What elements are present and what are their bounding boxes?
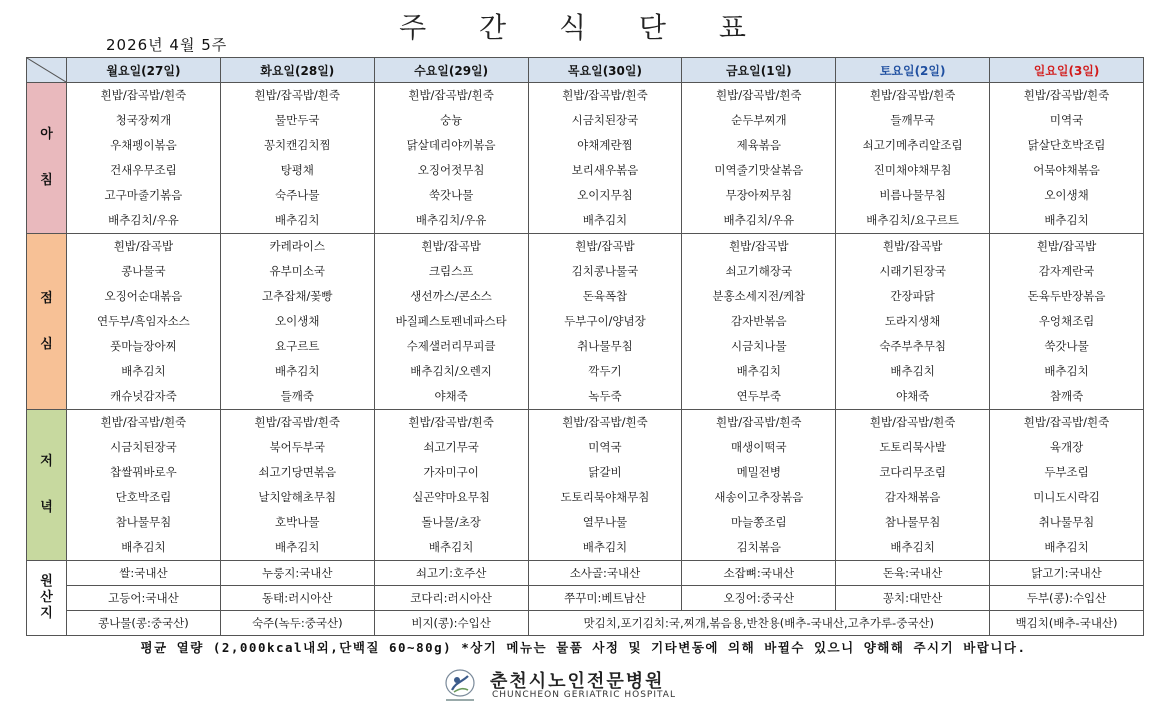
menu-item: 비름나물무침 bbox=[879, 188, 946, 202]
menu-item: 흰밥/잡곡밥/흰죽 bbox=[100, 88, 187, 102]
menu-item: 매생이떡국 bbox=[731, 440, 787, 454]
day-header-sat: 토요일(2일) bbox=[836, 58, 990, 83]
menu-item: 김치볶음 bbox=[736, 540, 782, 554]
origin-cell: 누룽지:국내산 bbox=[220, 561, 374, 586]
menu-item: 호박나물 bbox=[275, 515, 320, 529]
menu-item: 배추김치 bbox=[121, 540, 166, 554]
menu-cell-dinner-day1 bbox=[220, 410, 374, 561]
menu-item: 감자채볶음 bbox=[884, 490, 941, 504]
menu-item: 분홍소세지전/케찹 bbox=[712, 289, 806, 303]
menu-item: 흰밥/잡곡밥/흰죽 bbox=[408, 415, 494, 429]
menu-item: 닭갈비 bbox=[588, 465, 622, 479]
origin-cell: 비지(콩):수입산 bbox=[374, 611, 528, 636]
day-header-row bbox=[27, 58, 1144, 83]
menu-item: 닭살데리야끼볶음 bbox=[406, 138, 496, 152]
menu-cell-breakfast-day5 bbox=[836, 83, 990, 234]
menu-item: 건새우무조림 bbox=[110, 163, 177, 177]
menu-item: 흰밥/잡곡밥/흰죽 bbox=[254, 88, 341, 102]
menu-item: 야채죽 bbox=[434, 389, 468, 403]
menu-item: 고구마줄기볶음 bbox=[104, 188, 183, 202]
menu-item: 야채죽 bbox=[895, 389, 930, 403]
origin-row bbox=[27, 586, 1144, 611]
menu-item: 실곤약마요무침 bbox=[412, 490, 490, 504]
menu-item: 순두부찌개 bbox=[731, 113, 787, 127]
meal-label-char: 점 bbox=[40, 290, 53, 306]
menu-cell-breakfast-day1 bbox=[220, 83, 374, 234]
hospital-logo-icon bbox=[440, 668, 480, 704]
origin-cell: 두부(콩):수입산 bbox=[990, 586, 1144, 611]
menu-cell-lunch-day1 bbox=[220, 234, 374, 410]
origin-label-char: 산 bbox=[40, 590, 53, 605]
day-header-mon: 월요일(27일) bbox=[67, 58, 221, 83]
menu-item: 시래기된장국 bbox=[879, 264, 946, 278]
menu-item: 크림스프 bbox=[428, 264, 474, 278]
menu-item: 흰밥/잡곡밥/흰죽 bbox=[562, 88, 648, 102]
menu-item: 물만두국 bbox=[275, 113, 320, 127]
menu-item: 돌나물/초장 bbox=[421, 515, 481, 529]
menu-item: 도라지생채 bbox=[884, 314, 941, 328]
meal-label-char: 심 bbox=[40, 336, 53, 352]
menu-cell-dinner-day4 bbox=[682, 410, 836, 561]
menu-cell-lunch-day0 bbox=[67, 234, 221, 410]
menu-item: 야채계란찜 bbox=[577, 138, 633, 152]
hospital-name-en: CHUNCHEON GERIATRIC HOSPITAL bbox=[492, 690, 676, 700]
meal-row-breakfast bbox=[27, 83, 1144, 234]
menu-item: 돈육폭찹 bbox=[582, 289, 628, 303]
menu-item: 흰밥/잡곡밥/흰죽 bbox=[1023, 415, 1110, 429]
menu-item: 미역국 bbox=[588, 440, 622, 454]
origin-cell: 쭈꾸미:베트남산 bbox=[528, 586, 682, 611]
menu-item: 배추김치 bbox=[428, 540, 474, 554]
menu-item: 메밀전병 bbox=[736, 465, 782, 479]
menu-item: 배추김치 bbox=[582, 213, 628, 227]
menu-item: 쇠고기메추리알조림 bbox=[862, 138, 963, 152]
menu-item: 취나물무침 bbox=[1038, 515, 1095, 529]
menu-cell-dinner-day2 bbox=[374, 410, 528, 561]
menu-item: 흰밥/잡곡밥 bbox=[1036, 239, 1097, 253]
origin-cell: 맛김치,포기김치:국,찌개,볶음용,반찬용(배추-국내산,고추가루-중국산) bbox=[528, 611, 990, 636]
menu-item: 배추김치/오렌지 bbox=[410, 364, 492, 378]
day-header-sun: 일요일(3일) bbox=[990, 58, 1144, 83]
menu-item: 쇠고기당면볶음 bbox=[258, 465, 337, 479]
origin-cell: 동태:러시아산 bbox=[220, 586, 374, 611]
menu-item: 흰밥/잡곡밥 bbox=[882, 239, 943, 253]
corner-cell bbox=[27, 58, 67, 83]
meal-label-char: 저 bbox=[40, 454, 53, 469]
menu-item: 탕평채 bbox=[280, 163, 314, 177]
menu-item: 녹두죽 bbox=[588, 389, 622, 403]
meal-label-breakfast bbox=[27, 83, 67, 234]
menu-item: 배추김치 bbox=[275, 364, 320, 378]
menu-item: 배추김치 bbox=[890, 364, 935, 378]
origin-cell: 쌀:국내산 bbox=[67, 561, 221, 586]
menu-item: 진미채야채무침 bbox=[873, 163, 952, 177]
menu-item: 숭늉 bbox=[440, 113, 463, 127]
meal-label-char: 침 bbox=[40, 173, 53, 188]
menu-item: 배추김치 bbox=[275, 540, 320, 554]
day-header-tue: 화요일(28일) bbox=[220, 58, 374, 83]
menu-cell-lunch-day4 bbox=[682, 234, 836, 410]
menu-item: 흰밥/잡곡밥/흰죽 bbox=[869, 415, 956, 429]
menu-week-date: 2026년 4월 5주 bbox=[106, 36, 228, 54]
menu-item: 숙주나물 bbox=[275, 188, 320, 202]
menu-item: 흰밥/잡곡밥/흰죽 bbox=[716, 88, 802, 102]
menu-item: 풋마늘장아찌 bbox=[110, 339, 177, 353]
hospital-name: 춘천시노인전문병원 bbox=[490, 671, 665, 692]
menu-cell-breakfast-day0 bbox=[67, 83, 221, 234]
menu-item: 우엉채조림 bbox=[1038, 314, 1095, 328]
menu-item: 흰밥/잡곡밥 bbox=[113, 239, 174, 253]
menu-item: 배추김치 bbox=[121, 364, 166, 378]
menu-cell-breakfast-day3 bbox=[528, 83, 682, 234]
meal-label-char: 아 bbox=[40, 127, 53, 142]
meal-row-lunch bbox=[27, 234, 1144, 410]
menu-item: 흰밥/잡곡밥 bbox=[729, 239, 789, 253]
menu-item: 청국장찌개 bbox=[115, 113, 172, 127]
menu-item: 배추김치 bbox=[1044, 364, 1089, 378]
menu-item: 미니도시락김 bbox=[1033, 490, 1100, 504]
meal-label-char: 녁 bbox=[40, 500, 53, 515]
menu-item: 흰밥/잡곡밥/흰죽 bbox=[254, 415, 341, 429]
menu-item: 흰밥/잡곡밥 bbox=[421, 239, 481, 253]
page-title: 주 간 식 단 표 bbox=[399, 11, 768, 44]
meal-row-dinner bbox=[27, 410, 1144, 561]
day-header-fri: 금요일(1일) bbox=[682, 58, 836, 83]
meal-label-dinner bbox=[27, 410, 67, 561]
menu-item: 날치알해초무침 bbox=[258, 490, 337, 504]
menu-item: 우채펭이볶음 bbox=[110, 138, 177, 152]
menu-item: 배추김치 bbox=[582, 540, 628, 554]
menu-item: 배추김치/우유 bbox=[108, 213, 179, 227]
menu-item: 흰밥/잡곡밥 bbox=[575, 239, 635, 253]
origin-cell: 숙주(녹두:중국산) bbox=[220, 611, 374, 636]
menu-item: 유부미소국 bbox=[269, 264, 326, 278]
menu-item: 쇠고기무국 bbox=[423, 440, 479, 454]
menu-item: 감자반볶음 bbox=[731, 314, 787, 328]
menu-item: 깍두기 bbox=[588, 364, 622, 378]
menu-item: 미역줄기맛살볶음 bbox=[714, 163, 804, 177]
origin-row bbox=[27, 611, 1144, 636]
origin-cell: 고등어:국내산 bbox=[67, 586, 221, 611]
origin-cell: 오징어:중국산 bbox=[682, 586, 836, 611]
meal-label-lunch bbox=[27, 234, 67, 410]
origin-cell: 꽁치:대만산 bbox=[836, 586, 990, 611]
menu-item: 배추김치 bbox=[890, 540, 935, 554]
menu-item: 배추김치 bbox=[1044, 540, 1089, 554]
menu-item: 코다리무조림 bbox=[879, 465, 946, 479]
footer-note: 평균 열량 (2,000kcal내외,단백질 60~80g) *상기 메뉴는 물품 사정 및 기타변동에 의해 바뀔수 있으니 양해해 주시기 바랍니다. bbox=[140, 640, 1027, 655]
menu-cell-dinner-day3 bbox=[528, 410, 682, 561]
menu-item: 참깨죽 bbox=[1049, 389, 1084, 403]
menu-item: 마늘쫑조림 bbox=[731, 515, 787, 529]
menu-item: 시금치된장국 bbox=[110, 440, 177, 454]
menu-item: 생선까스/콘소스 bbox=[410, 289, 492, 303]
menu-item: 배추김치/우유 bbox=[723, 213, 795, 227]
origin-row bbox=[27, 561, 1144, 586]
menu-item: 두부조림 bbox=[1044, 465, 1089, 479]
menu-item: 흰밥/잡곡밥/흰죽 bbox=[100, 415, 187, 429]
menu-item: 오징어젓무침 bbox=[417, 163, 485, 177]
menu-cell-lunch-day6 bbox=[990, 234, 1144, 410]
menu-cell-breakfast-day6 bbox=[990, 83, 1144, 234]
weekly-menu-table bbox=[26, 57, 1144, 636]
day-header-thu: 목요일(30일) bbox=[528, 58, 682, 83]
menu-item: 꽁치캔김치찜 bbox=[263, 138, 331, 152]
menu-cell-dinner-day0 bbox=[67, 410, 221, 561]
menu-item: 참나물무침 bbox=[115, 515, 172, 529]
origin-cell: 소잡뼈:국내산 bbox=[682, 561, 836, 586]
menu-item: 카레라이스 bbox=[269, 239, 326, 253]
menu-item: 콩나물국 bbox=[121, 264, 166, 278]
menu-item: 감자계란국 bbox=[1038, 264, 1095, 278]
menu-item: 도토리묵야채무침 bbox=[560, 490, 650, 504]
menu-item: 배추김치 bbox=[275, 213, 320, 227]
menu-item: 배추김치/우유 bbox=[415, 213, 487, 227]
menu-item: 육개장 bbox=[1049, 440, 1084, 454]
menu-item: 시금치나물 bbox=[731, 339, 787, 353]
menu-item: 오이생채 bbox=[275, 314, 320, 328]
menu-item: 들깨죽 bbox=[280, 389, 314, 403]
menu-item: 도토리묵사발 bbox=[879, 440, 946, 454]
menu-item: 캐슈넛감자죽 bbox=[110, 389, 177, 403]
menu-cell-lunch-day5 bbox=[836, 234, 990, 410]
menu-item: 오징어순대볶음 bbox=[104, 289, 183, 303]
menu-item: 배추김치/요구르트 bbox=[866, 213, 960, 227]
menu-item: 흰밥/잡곡밥/흰죽 bbox=[408, 88, 494, 102]
origin-label bbox=[27, 561, 67, 636]
menu-item: 바질페스토펜네파스타 bbox=[395, 314, 507, 328]
menu-item: 닭살단호박조림 bbox=[1027, 138, 1106, 152]
menu-cell-lunch-day3 bbox=[528, 234, 682, 410]
menu-item: 시금치된장국 bbox=[571, 113, 639, 127]
menu-item: 간장파닭 bbox=[890, 289, 935, 303]
menu-item: 두부구이/양념장 bbox=[564, 314, 646, 328]
menu-item: 어묵야채볶음 bbox=[1033, 163, 1100, 177]
menu-item: 배추김치 bbox=[1044, 213, 1089, 227]
menu-item: 숙주부추무침 bbox=[879, 339, 946, 353]
menu-item: 무장아찌무침 bbox=[725, 188, 793, 202]
menu-item: 흰밥/잡곡밥/흰죽 bbox=[869, 88, 956, 102]
menu-cell-lunch-day2 bbox=[374, 234, 528, 410]
menu-item: 쇠고기해장국 bbox=[725, 264, 793, 278]
menu-item: 보리새우볶음 bbox=[571, 163, 639, 177]
menu-item: 가자미구이 bbox=[423, 465, 479, 479]
origin-cell: 코다리:러시아산 bbox=[374, 586, 528, 611]
origin-label-char: 원 bbox=[40, 574, 53, 589]
day-header-wed: 수요일(29일) bbox=[374, 58, 528, 83]
menu-item: 수제샐러리무피클 bbox=[406, 339, 496, 353]
origin-cell: 백김치(배추-국내산) bbox=[990, 611, 1144, 636]
menu-item: 쑥갓나물 bbox=[428, 188, 474, 202]
menu-item: 쑥갓나물 bbox=[1044, 339, 1089, 353]
menu-item: 오이생채 bbox=[1044, 188, 1089, 202]
menu-item: 찹쌀꿔바로우 bbox=[110, 465, 177, 479]
menu-item: 참나물무침 bbox=[884, 515, 941, 529]
menu-item: 제육볶음 bbox=[736, 138, 782, 152]
menu-item: 요구르트 bbox=[275, 339, 320, 353]
origin-cell: 닭고기:국내산 bbox=[990, 561, 1144, 586]
menu-cell-dinner-day6 bbox=[990, 410, 1144, 561]
menu-item: 연두부죽 bbox=[736, 389, 782, 403]
menu-item: 오이지무침 bbox=[577, 188, 633, 202]
menu-item: 미역국 bbox=[1049, 113, 1084, 127]
menu-item: 김치콩나물국 bbox=[571, 264, 639, 278]
menu-item: 북어두부국 bbox=[269, 440, 326, 454]
menu-item: 취나물무침 bbox=[577, 339, 633, 353]
origin-cell: 돈육:국내산 bbox=[836, 561, 990, 586]
menu-item: 들깨무국 bbox=[890, 113, 935, 127]
menu-cell-dinner-day5 bbox=[836, 410, 990, 561]
menu-item: 열무나물 bbox=[582, 515, 628, 529]
menu-item: 단호박조림 bbox=[115, 490, 172, 504]
menu-item: 돈육두반장볶음 bbox=[1027, 289, 1106, 303]
menu-cell-breakfast-day2 bbox=[374, 83, 528, 234]
origin-cell: 콩나물(콩:중국산) bbox=[67, 611, 221, 636]
menu-item: 흰밥/잡곡밥/흰죽 bbox=[562, 415, 648, 429]
menu-item: 고추잡채/꽃빵 bbox=[262, 289, 333, 303]
menu-item: 새송이고추장볶음 bbox=[714, 490, 804, 504]
origin-cell: 쇠고기:호주산 bbox=[374, 561, 528, 586]
origin-label-char: 지 bbox=[40, 606, 53, 621]
menu-item: 흰밥/잡곡밥/흰죽 bbox=[716, 415, 802, 429]
menu-item: 배추김치 bbox=[736, 364, 782, 378]
menu-item: 연두부/흑임자소스 bbox=[97, 314, 190, 328]
origin-cell: 소사골:국내산 bbox=[528, 561, 682, 586]
menu-cell-breakfast-day4 bbox=[682, 83, 836, 234]
menu-item: 흰밥/잡곡밥/흰죽 bbox=[1023, 88, 1110, 102]
